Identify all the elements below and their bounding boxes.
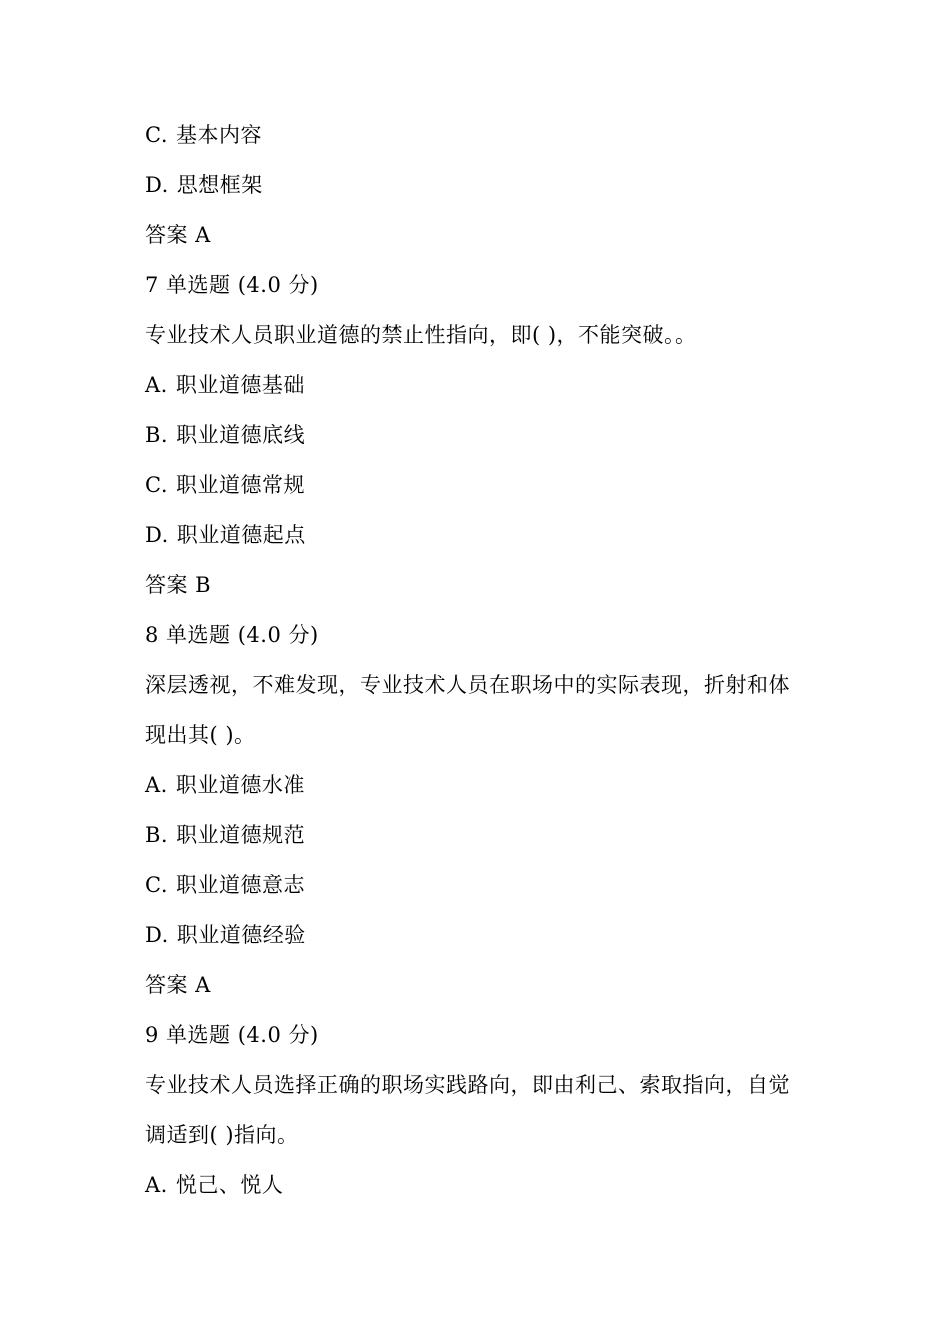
question-7-stem: 专业技术人员职业道德的禁止性指向，即( )，不能突破。。 — [145, 323, 697, 347]
option-c — [145, 110, 825, 160]
option-text: 基本内容 — [176, 123, 262, 147]
option-letter: A. — [145, 1173, 168, 1197]
answer-line: 答案 A — [145, 223, 211, 247]
option-d — [145, 160, 825, 210]
option-text: 职业道德规范 — [176, 823, 306, 847]
question-7-header: 7 单选题 (4.0 分) — [145, 273, 319, 297]
option-letter: A. — [145, 373, 168, 397]
option-text: 职业道德意志 — [176, 873, 305, 897]
option-letter: D. — [145, 173, 169, 197]
option-c — [145, 460, 825, 510]
option-letter: C. — [145, 473, 168, 497]
option-text: 悦己、悦人 — [175, 1173, 284, 1197]
option-letter: C. — [145, 873, 168, 897]
question-8-header: 8 单选题 (4.0 分) — [145, 623, 319, 647]
option-a — [145, 760, 825, 810]
option-d — [145, 510, 825, 560]
question-9-stem-line-1: 专业技术人员选择正确的职场实践路向，即由利己、索取指向，自觉 — [145, 1073, 790, 1097]
question-8-stem-line-2: 现出其( )。 — [145, 723, 256, 747]
option-a — [145, 360, 825, 410]
option-a — [145, 1160, 825, 1210]
answer-line: 答案 B — [145, 573, 212, 597]
option-letter: B. — [145, 423, 169, 447]
option-text: 职业道德经验 — [176, 923, 306, 947]
question-9-stem-line-2: 调适到( )指向。 — [145, 1123, 299, 1147]
option-text: 思想框架 — [176, 173, 263, 197]
option-text: 职业道德底线 — [176, 423, 306, 447]
document-page — [145, 110, 825, 1210]
option-d — [145, 910, 825, 960]
option-letter: C. — [145, 123, 168, 147]
option-text: 职业道德起点 — [176, 523, 306, 547]
option-letter: B. — [145, 823, 169, 847]
option-letter: D. — [145, 923, 169, 947]
question-9-header: 9 单选题 (4.0 分) — [145, 1023, 319, 1047]
option-text: 职业道德常规 — [176, 473, 305, 497]
option-b — [145, 810, 825, 860]
option-text: 职业道德基础 — [175, 373, 305, 397]
option-text: 职业道德水准 — [175, 773, 305, 797]
option-letter: D. — [145, 523, 169, 547]
option-letter: A. — [145, 773, 168, 797]
question-8-stem-line-1: 深层透视，不难发现，专业技术人员在职场中的实际表现，折射和体 — [145, 673, 790, 697]
option-c — [145, 860, 825, 910]
answer-line: 答案 A — [145, 973, 211, 997]
option-b — [145, 410, 825, 460]
